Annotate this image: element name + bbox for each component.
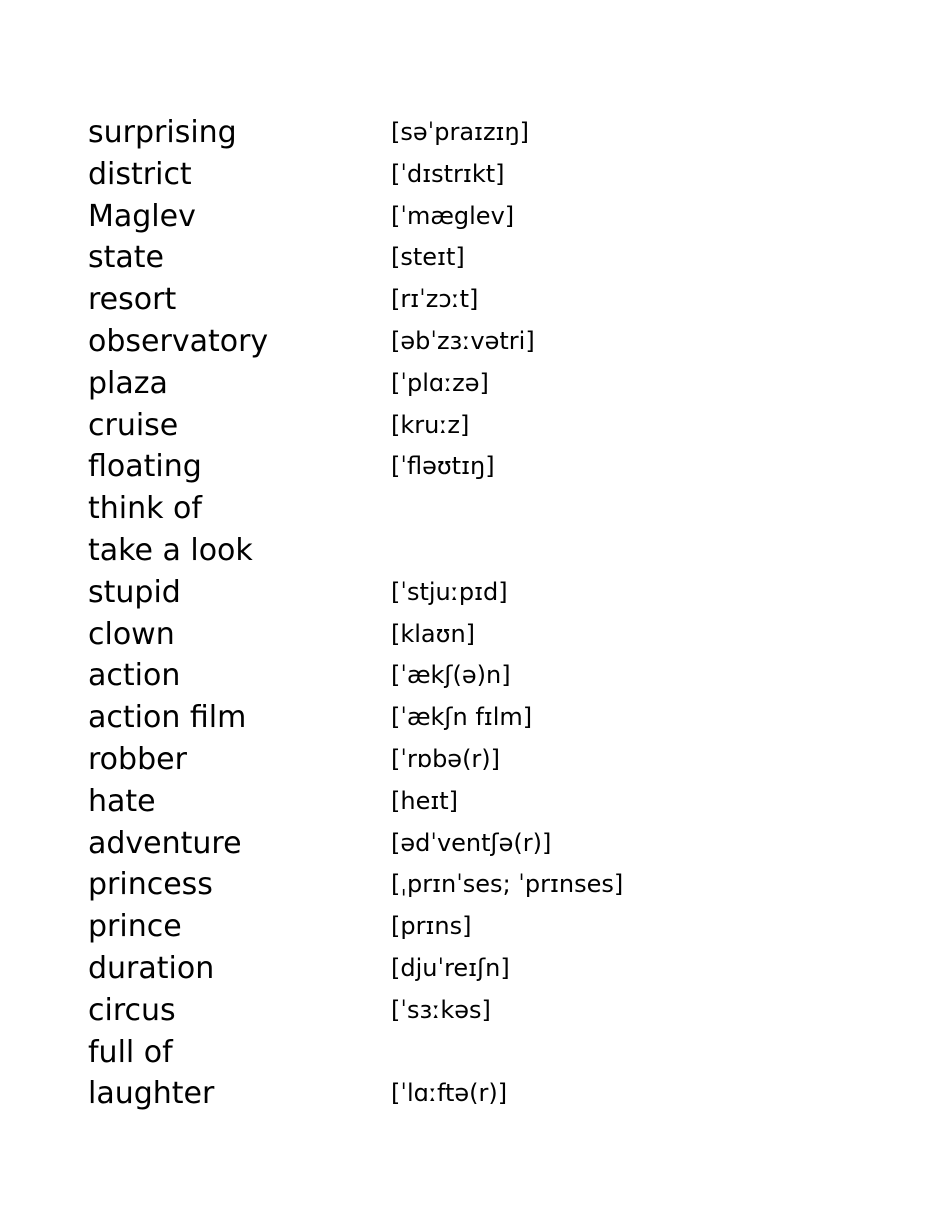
vocab-word: prince — [88, 909, 182, 945]
vocab-row — [88, 614, 848, 656]
vocab-phonetic: [kruːz] — [391, 410, 470, 439]
vocab-phonetic: [ˈrɒbə(r)] — [391, 744, 501, 773]
vocab-word: observatory — [88, 323, 269, 359]
vocab-word: resort — [88, 282, 177, 318]
vocab-word: circus — [88, 992, 176, 1028]
vocab-row — [88, 739, 848, 781]
vocab-row — [88, 572, 848, 614]
vocab-phonetic: [səˈpraɪzɪŋ] — [391, 118, 530, 146]
vocab-word: clown — [88, 616, 175, 652]
vocab-phonetic: [ˈsɜːkəs] — [391, 995, 491, 1024]
vocab-row — [88, 196, 848, 238]
vocab-row — [88, 697, 848, 739]
vocab-word: state — [88, 240, 164, 276]
vocab-word: action film — [88, 700, 247, 736]
vocab-word: Maglev — [88, 198, 196, 234]
vocab-word: take a look — [88, 532, 253, 568]
vocab-phonetic: [ədˈventʃə(r)] — [391, 828, 552, 857]
vocab-row — [88, 488, 848, 530]
vocab-phonetic: [əbˈzɜːvətri] — [391, 326, 535, 355]
vocab-row — [88, 446, 848, 488]
vocab-row — [88, 321, 848, 363]
vocab-row — [88, 530, 848, 572]
vocab-phonetic: [klaʊn] — [391, 619, 476, 648]
vocab-row — [88, 906, 848, 948]
vocab-phonetic: [djuˈreɪʃn] — [391, 953, 510, 982]
vocab-word: think of — [88, 491, 202, 527]
vocab-word: duration — [88, 950, 215, 986]
vocab-phonetic: [heɪt] — [391, 786, 459, 815]
vocabulary-list — [88, 112, 848, 1115]
vocab-word: action — [88, 658, 181, 694]
vocab-word: surprising — [88, 115, 237, 150]
vocab-row — [88, 864, 848, 906]
vocab-row — [88, 1032, 848, 1074]
vocab-phonetic: [ˈmæglev] — [391, 201, 515, 230]
vocab-phonetic: [ˈækʃn fɪlm] — [391, 703, 533, 732]
vocab-word: district — [88, 156, 192, 192]
vocab-word: princess — [88, 867, 213, 903]
vocab-row — [88, 112, 848, 154]
vocab-word: stupid — [88, 574, 181, 610]
vocab-row — [88, 1073, 848, 1115]
vocab-word: floating — [88, 449, 202, 485]
vocab-phonetic: [ˈækʃ(ə)n] — [391, 661, 511, 690]
vocab-word: hate — [88, 783, 156, 819]
vocab-row — [88, 405, 848, 447]
vocab-row — [88, 279, 848, 321]
vocab-row — [88, 823, 848, 865]
vocab-phonetic: [prɪns] — [391, 912, 472, 941]
vocab-row — [88, 655, 848, 697]
vocab-phonetic: [rɪˈzɔːt] — [391, 285, 479, 314]
vocab-row — [88, 990, 848, 1032]
vocab-phonetic: [ˈdɪstrɪkt] — [391, 159, 505, 188]
vocab-phonetic: [ˈfləʊtɪŋ] — [391, 452, 495, 481]
vocab-word: robber — [88, 741, 187, 777]
vocab-word: plaza — [88, 365, 168, 401]
vocab-row — [88, 363, 848, 405]
vocab-word: laughter — [88, 1076, 215, 1112]
vocab-phonetic: [ˌprɪnˈses; ˈprɪnses] — [391, 870, 624, 899]
vocab-phonetic: [steɪt] — [391, 243, 465, 272]
vocab-word: full of — [88, 1034, 173, 1070]
vocab-phonetic: [ˈlɑːftə(r)] — [391, 1079, 508, 1108]
vocab-row — [88, 948, 848, 990]
vocab-word: adventure — [88, 825, 242, 861]
vocab-row — [88, 781, 848, 823]
vocab-row — [88, 154, 848, 196]
vocab-phonetic: [ˈplɑːzə] — [391, 368, 489, 397]
vocab-word: cruise — [88, 407, 179, 443]
vocab-phonetic: [ˈstjuːpɪd] — [391, 577, 508, 606]
vocab-row — [88, 237, 848, 279]
